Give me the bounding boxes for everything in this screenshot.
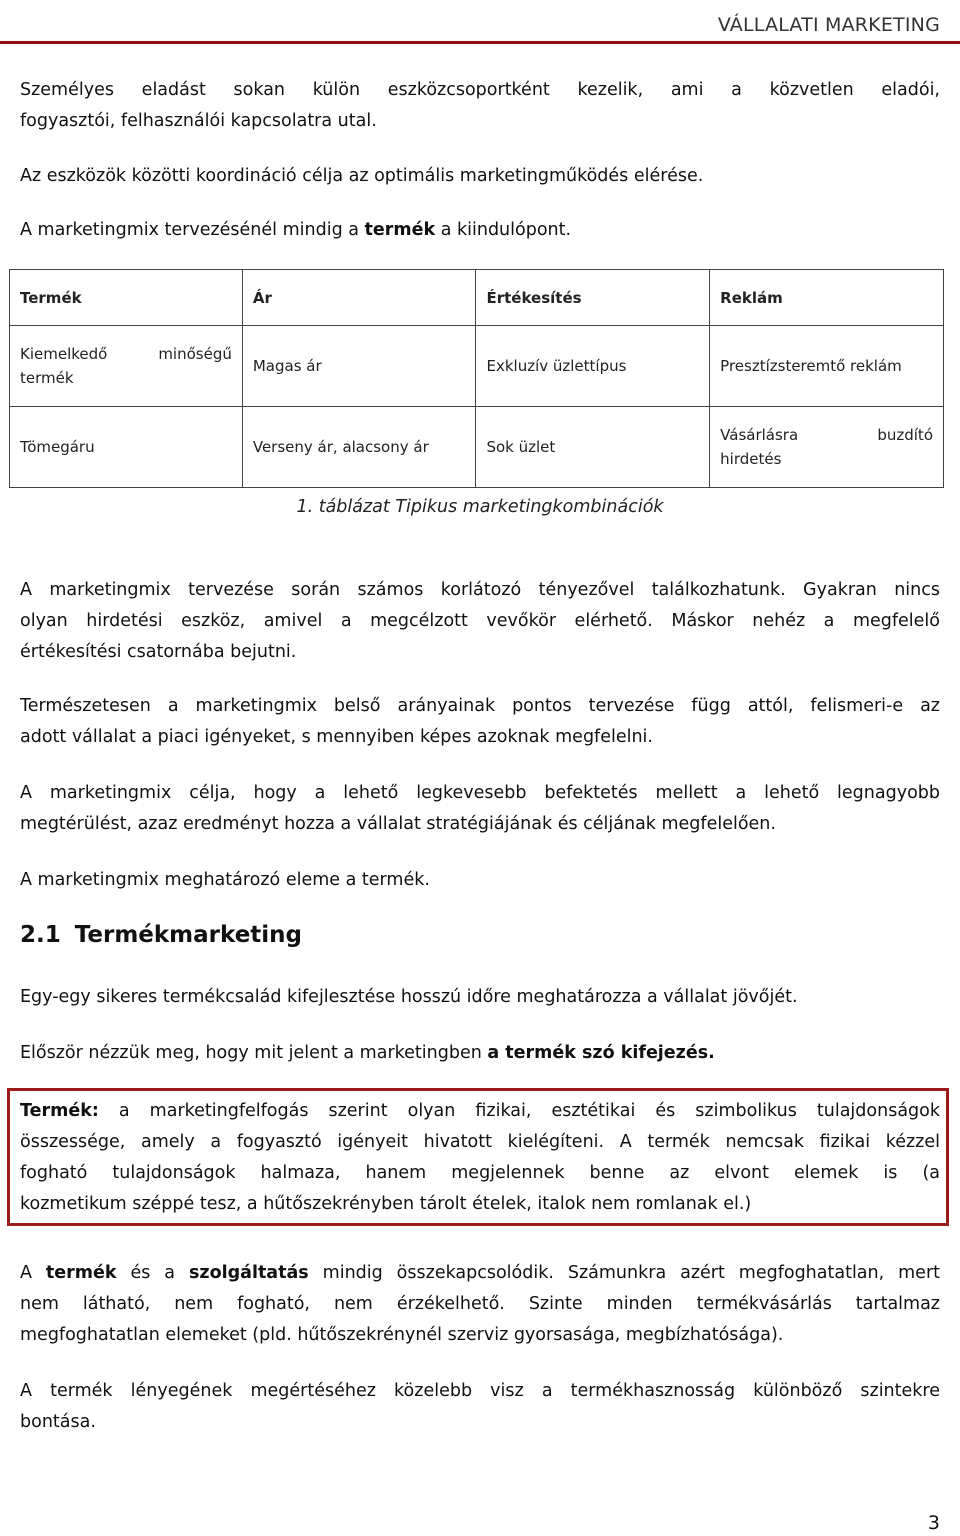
paragraph-line: Természetesen a marketingmix belső arányainak pontos tervezése függ attól, felismeri-e az bbox=[20, 696, 940, 716]
column-header: Termék bbox=[10, 270, 243, 326]
paragraph-line: értékesítési csatornába bejutni. bbox=[20, 642, 297, 662]
text-run: és a bbox=[116, 1263, 189, 1283]
text-run: A bbox=[20, 1263, 46, 1283]
paragraph-9 bbox=[20, 1038, 940, 1069]
text-run: Először nézzük meg, hogy mit jelent a marketingben bbox=[20, 1043, 488, 1063]
paragraph-line: bontása. bbox=[20, 1412, 96, 1432]
table-cell bbox=[710, 407, 944, 488]
paragraph-7: A marketingmix meghatározó eleme a termék. bbox=[20, 870, 430, 890]
cell-line bbox=[720, 423, 933, 447]
paragraph-line: A marketingmix tervezése során számos korlátozó tényezővel találkozhatunk. Gyakran nincs bbox=[20, 580, 940, 600]
section-heading bbox=[20, 922, 302, 948]
paragraph-line bbox=[20, 1096, 940, 1127]
paragraph-6 bbox=[20, 778, 940, 840]
column-header: Értékesítés bbox=[476, 270, 710, 326]
text-run: a kiindulópont. bbox=[435, 220, 572, 240]
table-cell: Verseny ár, alacsony ár bbox=[242, 407, 476, 488]
paragraph-line: A marketingmix célja, hogy a lehető legkevesebb befektetés mellett a lehető legnagyobb bbox=[20, 783, 940, 803]
table-header-row bbox=[10, 270, 944, 326]
paragraph-1 bbox=[20, 75, 940, 106]
cell-text: minőségű bbox=[158, 345, 232, 363]
cell-text: Kiemelkedő bbox=[20, 345, 108, 363]
bold-phrase: a termék szó kifejezés. bbox=[487, 1043, 715, 1063]
paragraph-line: Személyes eladást sokan külön eszközcsoportként kezelik, ami a közvetlen eladói, bbox=[20, 80, 940, 100]
table-caption: 1. táblázat Tipikus marketingkombinációk bbox=[296, 497, 664, 517]
running-header: VÁLLALATI MARKETING bbox=[717, 14, 940, 36]
table-cell bbox=[10, 326, 243, 407]
paragraph-4 bbox=[20, 575, 940, 668]
header-rule bbox=[0, 41, 960, 44]
text-run: mindig összekapcsolódik. Számunkra azért megfoghatatlan, mert bbox=[308, 1263, 941, 1283]
cell-text: termék bbox=[20, 369, 74, 387]
paragraph-1-end bbox=[20, 106, 940, 137]
paragraph-line: összessége, amely a fogyasztó igényeit hivatott kielégíteni. A termék nemcsak fizikai kézzel bbox=[20, 1132, 940, 1152]
paragraph-2: Az eszközök közötti koordináció célja az optimális marketingműködés elérése. bbox=[20, 166, 704, 186]
paragraph-3 bbox=[20, 215, 940, 246]
definition-text bbox=[20, 1096, 940, 1220]
paragraph-11 bbox=[20, 1376, 940, 1438]
text-run: A marketingmix tervezésénél mindig a bbox=[20, 220, 365, 240]
table-row bbox=[10, 407, 944, 488]
paragraph-line bbox=[20, 1258, 940, 1289]
table-cell: Magas ár bbox=[242, 326, 476, 407]
cell-text: hirdetés bbox=[720, 450, 782, 468]
paragraph-line: fogható tulajdonságok halmaza, hanem megjelennek benne az elvont elemek is (a bbox=[20, 1163, 940, 1183]
marketing-mix-table bbox=[9, 269, 944, 488]
paragraph-line: fogyasztói, felhasználói kapcsolatra utal. bbox=[20, 111, 377, 131]
column-header: Reklám bbox=[710, 270, 944, 326]
paragraph-line: A termék lényegének megértéséhez közelebb visz a termékhasznosság különböző szintekre bbox=[20, 1381, 940, 1401]
cell-line bbox=[20, 342, 232, 366]
paragraph-line: adott vállalat a piaci igényeket, s mennyiben képes azoknak megfelelni. bbox=[20, 727, 653, 747]
bold-term: termék bbox=[45, 1263, 117, 1283]
paragraph-line: megfoghatatlan elemeket (pld. hűtőszekrénynél szerviz gyorsasága, megbízhatósága). bbox=[20, 1325, 784, 1345]
cell-text: Vásárlásra bbox=[720, 426, 799, 444]
paragraph-8: Egy-egy sikeres termékcsalád kifejlesztése hosszú időre meghatározza a vállalat jövőjét. bbox=[20, 987, 798, 1007]
paragraph-line: olyan hirdetési eszköz, amivel a megcélzott vevőkör elérhető. Máskor nehéz a megfelelő bbox=[20, 611, 940, 631]
table-cell: Sok üzlet bbox=[476, 407, 710, 488]
section-number: 2.1 bbox=[20, 922, 61, 948]
bold-term: szolgáltatás bbox=[188, 1263, 309, 1283]
table-cell: Exkluzív üzlettípus bbox=[476, 326, 710, 407]
table-row bbox=[10, 326, 944, 407]
column-header: Ár bbox=[242, 270, 476, 326]
text-run: a marketingfelfogás szerint olyan fizikai, esztétikai és szimbolikus tulajdonságok bbox=[98, 1101, 940, 1121]
bold-term: termék bbox=[364, 220, 436, 240]
table-cell: Presztízsteremtő reklám bbox=[710, 326, 944, 407]
page-number: 3 bbox=[927, 1512, 940, 1534]
paragraph-line: kozmetikum széppé tesz, a hűtőszekrényben tárolt ételek, italok nem romlanak el.) bbox=[20, 1194, 752, 1214]
paragraph-5 bbox=[20, 691, 940, 753]
cell-text: buzdító bbox=[877, 426, 933, 444]
section-title: Termékmarketing bbox=[74, 922, 303, 948]
paragraph-line: nem látható, nem fogható, nem érzékelhető. Szinte minden termékvásárlás tartalmaz bbox=[20, 1294, 940, 1314]
table-cell: Tömegáru bbox=[10, 407, 243, 488]
paragraph-10 bbox=[20, 1258, 940, 1351]
definition-term: Termék: bbox=[20, 1101, 99, 1121]
paragraph-line: megtérülést, azaz eredményt hozza a vállalat stratégiájának és céljának megfelelően. bbox=[20, 814, 776, 834]
